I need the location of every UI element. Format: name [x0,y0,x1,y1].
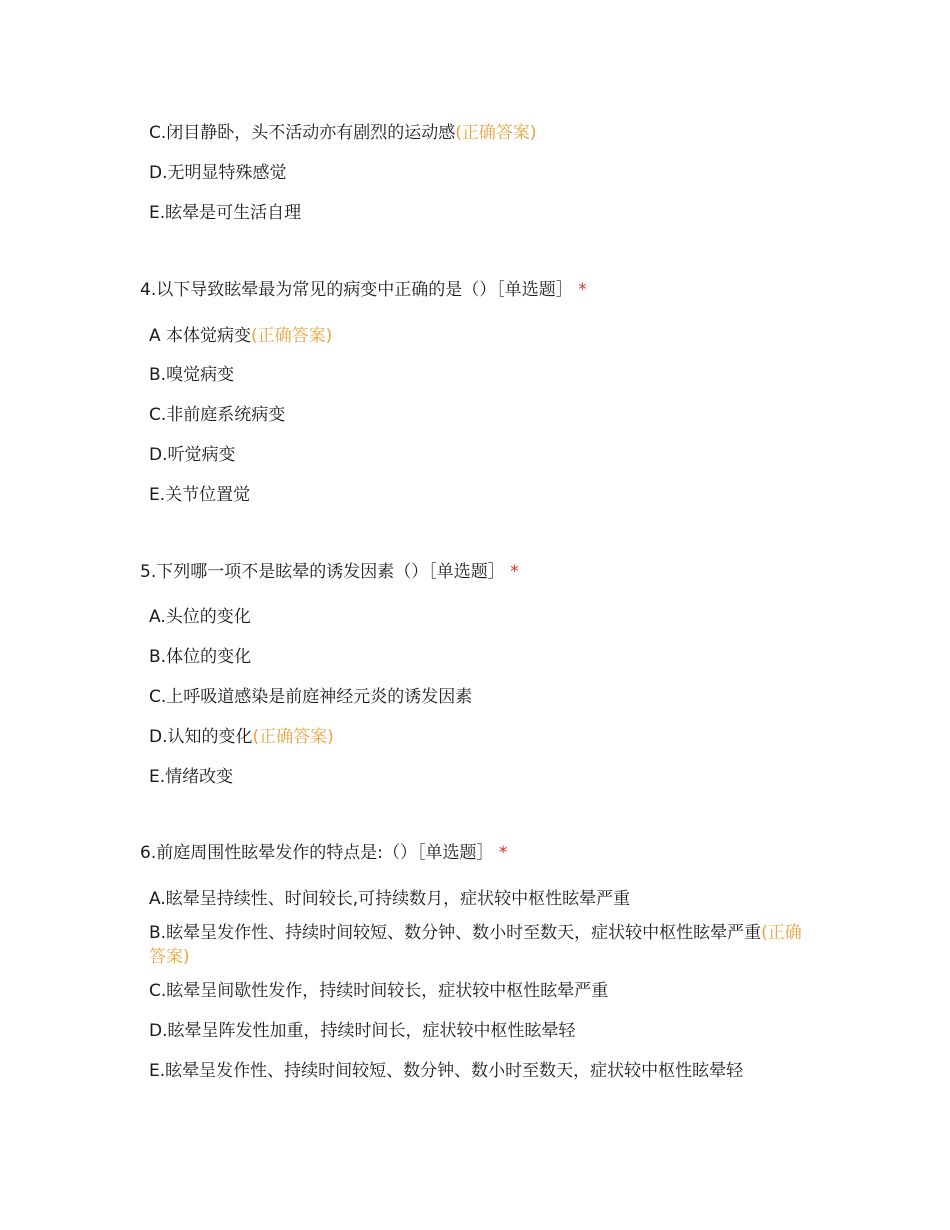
correct-answer-mark: (正确答案) [455,123,537,143]
q4-option-c [149,404,285,426]
correct-answer-mark: (正确答案) [252,727,334,747]
option-text: D.认知的变化 [149,727,253,747]
option-text: C.非前庭系统病变 [149,405,286,425]
question-text: 6.前庭周围性眩晕发作的特点是:（）［单选题］ [140,843,494,863]
required-star: * [578,280,587,300]
q3-option-c [149,122,537,144]
option-text: D.眩晕呈阵发性加重，持续时间长，症状较中枢性眩晕轻 [149,1021,576,1041]
q5-option-e [149,766,233,788]
required-star: * [498,843,508,863]
option-text: A.眩晕呈持续性、时间较长,可持续数月，症状较中枢性眩晕严重 [149,889,631,909]
q4-option-b [149,364,234,386]
q6-option-e [149,1060,743,1082]
option-text: C.上呼吸道感染是前庭神经元炎的诱发因素 [149,687,473,707]
q3-option-e [149,202,301,224]
q6-title [140,842,507,864]
q5-option-c [149,686,472,708]
question-text: 5.下列哪一项不是眩晕的诱发因素（）［单选题］ [140,562,505,582]
q6-option-a [149,888,630,910]
option-text: D.无明显特殊感觉 [149,163,287,183]
q5-option-b [149,646,251,668]
q3-option-d [149,162,287,184]
required-star: * [510,562,519,582]
option-text: E.情绪改变 [149,767,234,787]
q6-option-d [149,1020,576,1042]
q4-option-d [149,444,236,466]
q5-option-a [149,606,251,628]
q4-option-a [149,325,332,347]
option-text: E.眩晕是可生活自理 [149,203,302,223]
option-text: E.眩晕呈发作性、持续时间较短、数分钟、数小时至数天，症状较中枢性眩晕轻 [149,1061,744,1081]
option-text: B.眩晕呈发作性、持续时间较短、数分钟、数小时至数天，症状较中枢性眩晕严重 [149,923,762,943]
q4-option-e [149,484,250,506]
option-text: C.闭目静卧，头不活动亦有剧烈的运动感 [149,123,456,143]
q5-title [140,561,519,583]
question-text: 4.以下导致眩晕最为常见的病变中正确的是（）［单选题］ [140,280,573,300]
option-text: B.体位的变化 [149,647,252,667]
correct-answer-mark: (正确答案) [251,326,333,346]
q5-option-d [149,726,334,748]
option-text: D.听觉病变 [149,445,236,465]
option-text: B.嗅觉病变 [149,365,235,385]
correct-answer-mark: (正确答案) [149,923,802,967]
q6-option-c [149,980,608,1002]
option-text: A 本体觉病变 [149,326,252,346]
option-text: A.头位的变化 [149,607,251,627]
q4-title [140,279,587,301]
q6-option-b [149,921,809,969]
option-text: C.眩晕呈间歇性发作，持续时间较长，症状较中枢性眩晕严重 [149,981,609,1001]
option-text: E.关节位置觉 [149,485,251,505]
